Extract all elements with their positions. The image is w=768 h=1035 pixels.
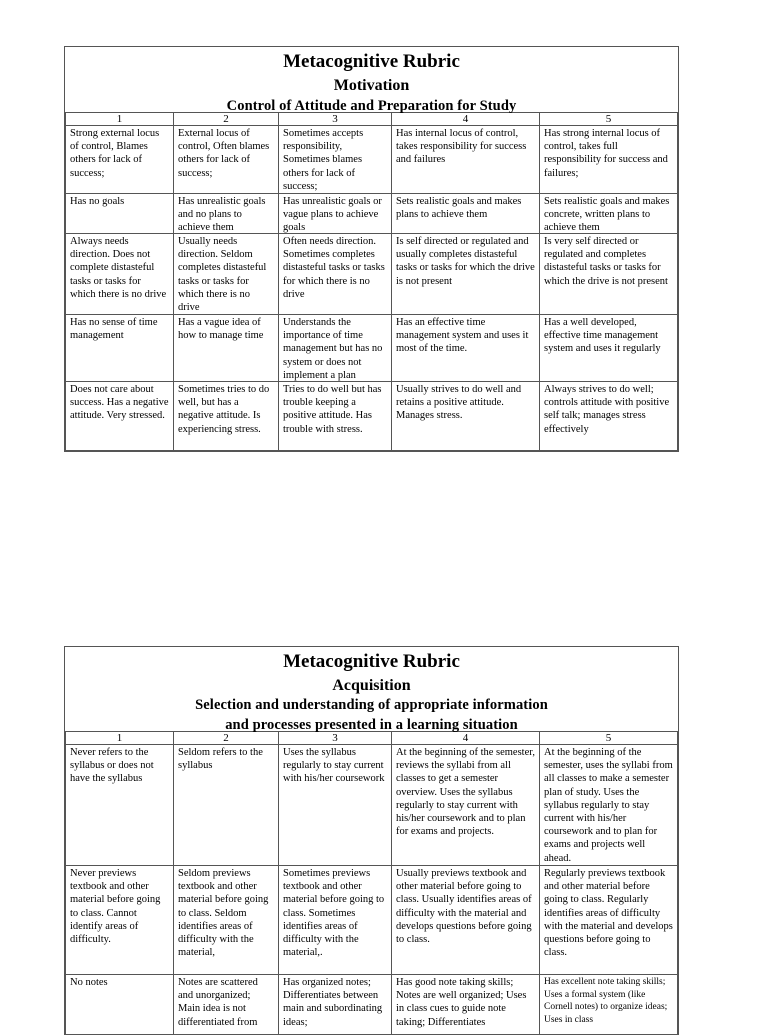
cell-text: Has an effective time management system and uses it most of the time. [396, 317, 529, 355]
rubric-acquisition-description-line1: Selection and understanding of appropriate information [195, 697, 548, 713]
rubric-motivation [64, 46, 679, 452]
table-row [66, 382, 678, 451]
table-cell [279, 866, 392, 975]
cell-text: Uses the syllabus regularly to stay current with his/her coursework [283, 747, 385, 785]
cell-text: Is very self directed or regulated and completes distasteful tasks or tasks for which the drive is not present [544, 236, 668, 287]
cell-text: Has a vague idea of how to manage time [178, 317, 264, 342]
cell-text: Sometimes accepts responsibility, Sometimes blames others for lack of success; [283, 128, 364, 192]
cell-text: Sometimes previews textbook and other material before going to class. Sometimes identifies areas of difficulty with the material,. [283, 868, 385, 959]
cell-text: Sets realistic goals and makes concrete, written plans to achieve them [544, 196, 670, 233]
cell-text: Sometimes tries to do well, but has a negative attitude. Is experiencing stress. [178, 384, 270, 435]
table-row [66, 126, 678, 194]
table-cell [279, 126, 392, 194]
table-row [66, 234, 678, 315]
table-cell [279, 745, 392, 866]
table-cell [174, 975, 279, 1035]
table-cell [392, 194, 540, 234]
table-cell [392, 126, 540, 194]
cell-text: Understands the importance of time management but has no system or does not implement a plan [283, 317, 383, 381]
table-cell [66, 382, 174, 451]
cell-text: Notes are scattered and unorganized; Main idea is not differentiated from [178, 977, 258, 1028]
cell-text: Has no goals [70, 196, 125, 207]
cell-text: Usually strives to do well and retains a positive attitude. Manages stress. [396, 384, 522, 422]
column-header: 2 [174, 113, 279, 126]
cell-text: External locus of control, Often blames others for lack of success; [178, 128, 270, 179]
cell-text: Often needs direction. Sometimes completes distasteful tasks or tasks for which there is no drive [283, 236, 385, 300]
table-cell [540, 126, 678, 194]
column-header: 1 [66, 732, 174, 745]
table-row [66, 194, 678, 234]
cell-text: Sets realistic goals and makes plans to achieve them [396, 196, 522, 221]
table-cell [279, 975, 392, 1035]
cell-text: Has no sense of time management [70, 317, 158, 342]
table-cell [279, 315, 392, 382]
cell-text: Does not care about success. Has a negative attitude. Very stressed. [70, 384, 169, 422]
rubric-acquisition-subtitle: Acquisition [332, 677, 411, 694]
table-row [66, 866, 678, 975]
cell-text: Never refers to the syllabus or does not have the syllabus [70, 747, 154, 785]
table-cell [540, 315, 678, 382]
cell-text: Is self directed or regulated and usually completes distasteful tasks or tasks for which the drive is not present [396, 236, 535, 287]
column-header: 5 [540, 113, 678, 126]
column-header: 2 [174, 732, 279, 745]
table-cell [540, 382, 678, 451]
table-row [66, 975, 678, 1035]
cell-text: At the beginning of the semester, reviews the syllabi from all classes to get a semester overview. Uses the syllabus regularly to stay current with his/her coursework and to plan for exams and projects. [396, 747, 535, 838]
cell-text: Has internal locus of control, takes responsibility for success and failures [396, 128, 527, 166]
cell-text: Has good note taking skills; Notes are well organized; Uses in class cues to guide note taking; Differentiates [396, 977, 527, 1028]
table-cell [174, 126, 279, 194]
table-cell [66, 975, 174, 1035]
rubric-motivation-title: Metacognitive Rubric [283, 51, 460, 72]
rubric-acquisition-title: Metacognitive Rubric [283, 651, 460, 672]
cell-text: Seldom previews textbook and other material before going to class. Seldom identifies areas of difficulty with the material, [178, 868, 269, 959]
table-cell [392, 315, 540, 382]
table-cell [540, 975, 678, 1035]
rubric-motivation-description: Control of Attitude and Preparation for Study [226, 98, 517, 114]
table-cell [66, 315, 174, 382]
rubric-motivation-table [65, 112, 678, 451]
table-cell [66, 866, 174, 975]
column-header: 4 [392, 113, 540, 126]
table-cell [540, 194, 678, 234]
cell-text: Tries to do well but has trouble keeping a positive attitude. Has trouble with stress. [283, 384, 382, 435]
cell-text: Has unrealistic goals or vague plans to achieve goals [283, 196, 382, 233]
table-cell [66, 126, 174, 194]
table-row [66, 745, 678, 866]
table-cell [66, 745, 174, 866]
rubric-acquisition-header [65, 647, 678, 735]
table-cell [540, 745, 678, 866]
cell-text: Usually needs direction. Seldom completes distasteful tasks or tasks for which there is no drive [178, 236, 267, 314]
column-header: 3 [279, 113, 392, 126]
rubric-acquisition-description-line2: and processes presented in a learning situation [225, 717, 518, 733]
column-header: 5 [540, 732, 678, 745]
table-cell [174, 745, 279, 866]
cell-text: Always strives to do well; controls attitude with positive self talk; manages stress effectively [544, 384, 670, 435]
table-cell [66, 234, 174, 315]
table-row [66, 315, 678, 382]
cell-text: At the beginning of the semester, uses the syllabi from all classes to make a semester plan of study. Uses the syllabus regularly to stay current with his/her coursework and to plan for exams and projects well ahead. [544, 747, 673, 864]
table-cell [174, 382, 279, 451]
rubric-motivation-header [65, 47, 678, 116]
rubric-acquisition [64, 646, 679, 1035]
table-cell [174, 315, 279, 382]
table-cell [392, 382, 540, 451]
table-cell [392, 975, 540, 1035]
cell-text: Has a well developed, effective time management system and uses it regularly [544, 317, 661, 355]
table-cell [392, 866, 540, 975]
table-cell [279, 234, 392, 315]
cell-text: Never previews textbook and other material before going to class. Cannot identify areas of difficulty. [70, 868, 161, 946]
cell-text: Always needs direction. Does not complete distasteful tasks or tasks for which there is no drive [70, 236, 167, 300]
cell-text: Seldom refers to the syllabus [178, 747, 263, 772]
cell-text: Has strong internal locus of control, takes full responsibility for success and failures; [544, 128, 668, 179]
table-cell [540, 866, 678, 975]
table-cell [174, 194, 279, 234]
table-cell [279, 382, 392, 451]
table-cell [540, 234, 678, 315]
cell-text: Regularly previews textbook and other material before going to class. Regularly identifies areas of difficulty with the material and develops questions before going to class. [544, 868, 673, 959]
cell-text: Usually previews textbook and other material before going to class. Usually identifies areas of difficulty with the material and develops questions before going to class. [396, 868, 532, 946]
column-header: 4 [392, 732, 540, 745]
cell-text: Has excellent note taking skills; Uses a formal system (like Cornell notes) to organize ideas; Uses in class [544, 977, 668, 1025]
table-cell [392, 234, 540, 315]
cell-text: Has unrealistic goals and no plans to achieve them [178, 196, 266, 233]
cell-text: Strong external locus of control, Blames others for lack of success; [70, 128, 160, 179]
table-cell [174, 234, 279, 315]
column-header: 1 [66, 113, 174, 126]
column-header: 3 [279, 732, 392, 745]
table-cell [392, 745, 540, 866]
table-cell [174, 866, 279, 975]
rubric-motivation-subtitle: Motivation [333, 77, 410, 94]
cell-text: Has organized notes; Differentiates between main and subordinating ideas; [283, 977, 383, 1028]
table-cell [66, 194, 174, 234]
table-cell [279, 194, 392, 234]
cell-text: No notes [70, 977, 108, 988]
rubric-acquisition-table [65, 731, 678, 1035]
